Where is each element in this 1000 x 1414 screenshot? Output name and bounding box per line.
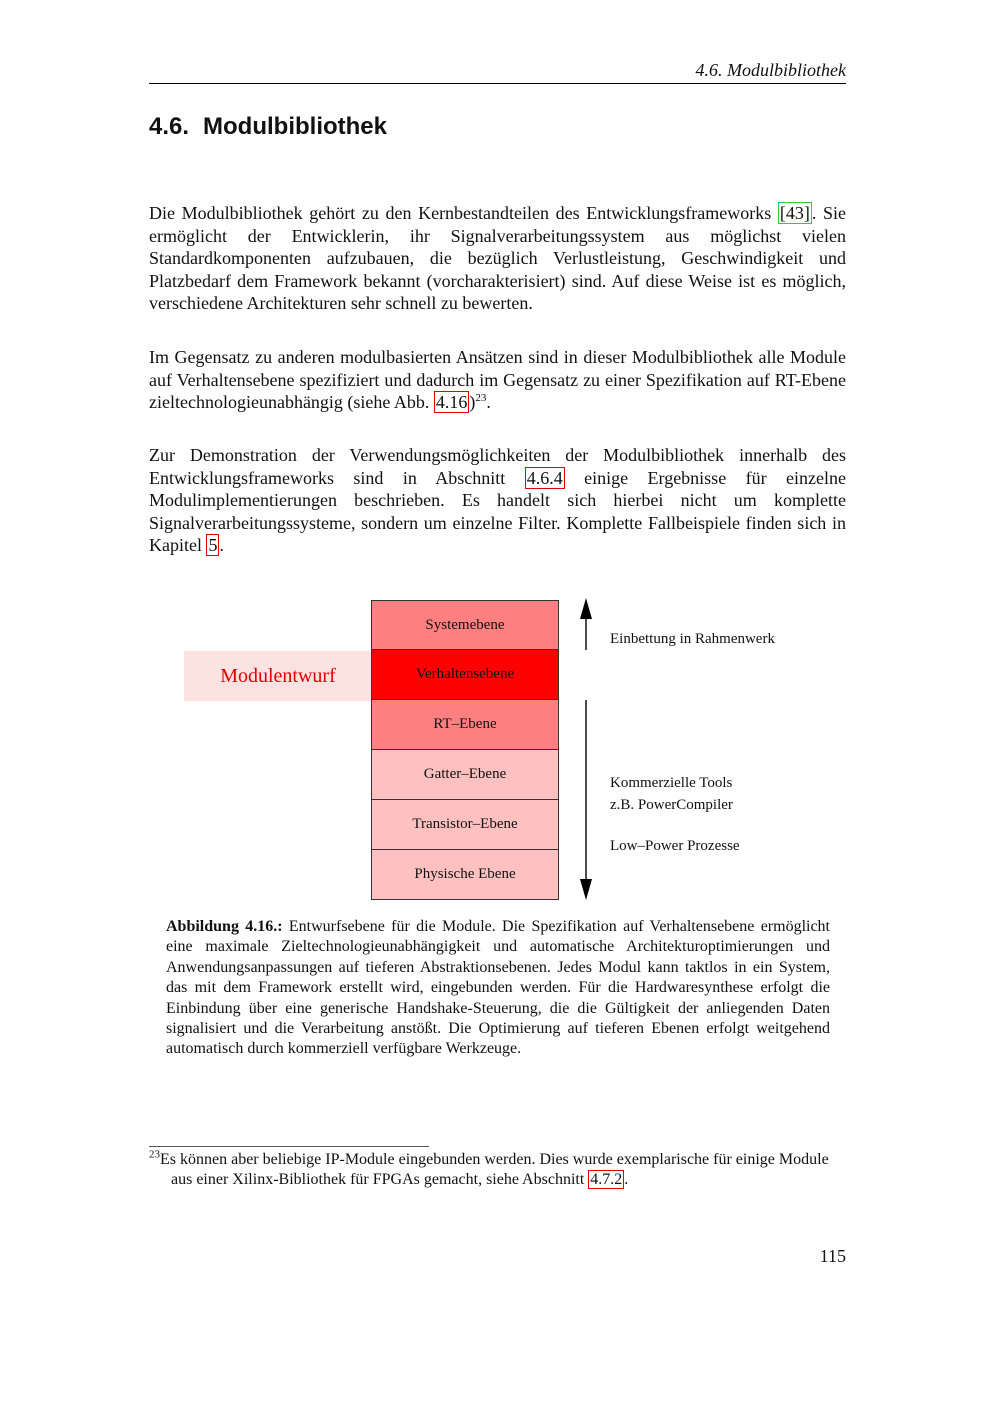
footnote-rule (149, 1146, 429, 1147)
footnote-mark[interactable]: 23 (475, 392, 487, 405)
chapter-ref-link[interactable]: 5 (208, 535, 218, 556)
layer-label: RT–Ebene (433, 716, 497, 732)
figure-ref-link[interactable]: 4.16 (435, 392, 468, 413)
footnote-section-ref-link[interactable]: 4.7.2 (590, 1170, 623, 1188)
paragraph-3-text-a: Zur Demonstration der Verwendungsmöglichkeiten der Modulbibliothek innerhalb des Entwicklungsframeworks sind in Abschnitt (149, 445, 846, 488)
figure-arrows (570, 595, 600, 905)
layer-label: Physische Ebene (414, 866, 516, 882)
caption-label: Abbildung 4.16.: (166, 918, 283, 935)
section-title-text: Modulbibliothek (203, 113, 388, 140)
paragraph-1-text-b: . Sie ermöglicht der Entwicklerin, ihr Signalverarbeitungssystem aus möglichst vielen Standardkomponenten aufzubauen, die bezüglich Verlustleistung, Geschwindigkeit und Platzbedarf dem Framework bekannt (vorcharakterisiert) sind. Auf diese Weise ist es möglich, verschiedene Architekturen sehr schnell zu bewerten. (149, 203, 846, 314)
label-einbettung: Einbettung in Rahmenwerk (610, 631, 775, 647)
section-ref-link[interactable]: 4.6.4 (526, 467, 563, 488)
section-number: 4.6. (149, 113, 190, 140)
layer-label: Transistor–Ebene (412, 816, 518, 832)
paragraph-3-text-b: einige Ergebnisse für einzelne Modulimplementierungen beschrieben. Es handelt sich hierbei nicht um komplette Signalverarbeitungssysteme, sondern um einzelne Filter. Komplette Fallbeispiele finden sich in Kapitel (149, 467, 846, 556)
citation-link[interactable]: [43] (779, 203, 810, 223)
label-lowpower: Low–Power Prozesse (610, 838, 740, 854)
figure-caption (166, 917, 830, 1060)
page-number: 115 (819, 1246, 846, 1266)
paragraph-3 (149, 444, 846, 557)
paragraph-1 (149, 202, 846, 315)
layer-label: Gatter–Ebene (423, 766, 507, 782)
paragraph-1-text-a: Die Modulbibliothek gehört zu den Kernbestandteilen des Entwicklungsframeworks (149, 203, 778, 223)
layer-gatter-ebene (371, 750, 559, 800)
arrow-down-icon (580, 879, 592, 900)
layer-verhaltensebene (371, 650, 559, 700)
paragraph-2-text-a: Im Gegensatz zu anderen modulbasierten Ansätzen sind in dieser Modulbibliothek alle Module auf Verhaltensebene spezifiziert und dadurch im Gegensatz zu einer Spezifikation auf RT-Ebene zieltechnologieunabhängig (siehe Abb. (149, 347, 846, 413)
footnote (149, 1150, 846, 1189)
layer-label: Systemebene (425, 616, 505, 633)
paragraph-3-text-c: . (219, 535, 224, 556)
running-header: 4.6. Modulbibliothek (695, 60, 846, 80)
modulentwurf-label: Modulentwurf (184, 651, 372, 701)
footnote-number: 23 (149, 1148, 160, 1161)
layer-rt-ebene (371, 700, 559, 750)
section-title (149, 113, 387, 141)
footnote-text-a: Es können aber beliebige IP-Module eingebunden werden. Dies wurde exemplarische für einige Module (160, 1151, 829, 1168)
footnote-continuation (149, 1170, 846, 1190)
paragraph-2-text-c: . (486, 392, 491, 413)
layer-physische-ebene (371, 850, 559, 900)
label-tools-1: Kommerzielle Tools (610, 775, 733, 791)
arrow-up-icon (580, 598, 592, 619)
footnote-text-b: aus einer Xilinx-Bibliothek für FPGAs gemacht, siehe Abschnitt (171, 1170, 589, 1188)
caption-text: Entwurfsebene für die Module. Die Spezifikation auf Verhaltensebene ermöglicht eine maximale Zieltechnologieunabhängigkeit und automatische Architekturoptimierungen und Anwendungsanpassungen auf tieferen Abstraktionsebenen. Jedes Modul kann taktlos in ein System, das mit dem Framework erstellt wird, eingebunden werden. Für die Hardwaresynthese erfolgt die Einbindung über eine generische Handshake-Steuerung, die die Gültigkeit der anliegenden Daten signalisiert und die Verarbeitung anstößt. Die Optimierung auf tieferen Ebenen erfolgt weitgehend automatisch durch kommerziell verfügbare Werkzeuge. (166, 918, 831, 1058)
paragraph-2-text-b: ) (469, 392, 476, 413)
paragraph-2 (149, 346, 846, 414)
footnote-text-c: . (624, 1170, 629, 1188)
header-rule (149, 83, 846, 84)
label-tools-2: z.B. PowerCompiler (610, 797, 733, 813)
layer-transistor-ebene (371, 800, 559, 850)
layer-label: Verhaltensebene (415, 666, 515, 682)
layer-systemebene (371, 600, 559, 650)
